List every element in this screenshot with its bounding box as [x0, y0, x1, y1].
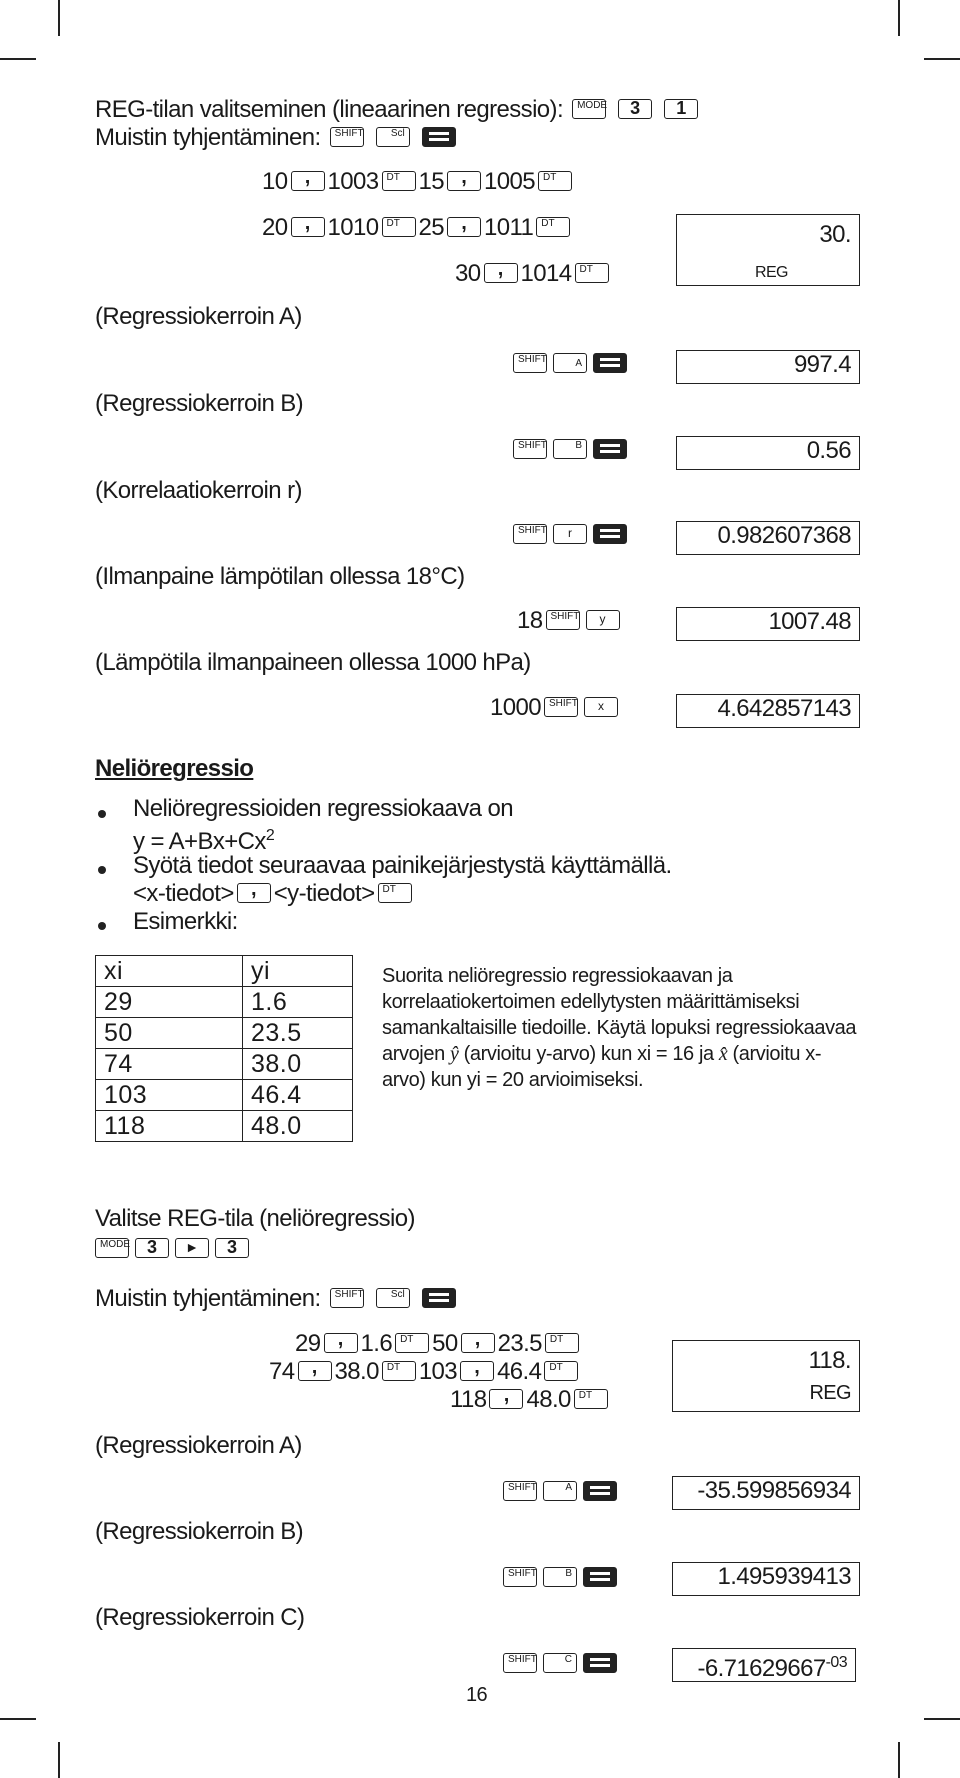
shift-key: SHIFT	[513, 439, 547, 459]
equals-key	[593, 439, 627, 459]
bullet-text-2: Syötä tiedot seuraavaa painikejärjestystä käyttämällä.	[133, 852, 672, 879]
equals-key	[583, 1567, 617, 1587]
crop-mark	[58, 0, 60, 36]
data-table	[95, 955, 353, 1142]
comma-key: ,	[237, 883, 271, 903]
table-header-row	[96, 956, 353, 987]
table-row	[96, 987, 353, 1018]
table-row	[96, 1080, 353, 1111]
input-row-3: 30 , 1014 DT	[455, 260, 612, 288]
shift-key: SHIFT	[513, 353, 547, 373]
crop-mark	[0, 1718, 36, 1720]
shift-key: SHIFT	[330, 127, 364, 147]
dt-key: DT	[544, 1361, 578, 1381]
calculator-display	[676, 214, 860, 286]
key-seq-a	[500, 1478, 620, 1506]
a-key: A	[553, 353, 587, 373]
comma-key: ,	[489, 1389, 523, 1409]
table-cell: 118	[96, 1111, 243, 1142]
result-display-b: 0.56	[676, 436, 860, 470]
key-seq-c	[500, 1650, 620, 1678]
table-cell: 48.0	[243, 1111, 353, 1142]
comma-key: ,	[447, 171, 481, 191]
input-sequence: <x-tiedot> , <y-tiedot> DT	[133, 880, 415, 908]
label-temp-at-1000: (Lämpötila ilmanpaineen ollessa 1000 hPa)	[95, 649, 531, 676]
calculator-display	[672, 1340, 860, 1412]
result-display-b: 1.495939413	[672, 1562, 860, 1596]
key-seq-y: 18 SHIFT y	[517, 607, 623, 635]
table-cell: 50	[96, 1018, 243, 1049]
table-row	[96, 1111, 353, 1142]
b-key: B	[543, 1567, 577, 1587]
bullet	[98, 810, 106, 818]
display-reg-indicator: REG	[809, 1382, 851, 1404]
b-key: B	[553, 439, 587, 459]
crop-mark	[898, 0, 900, 36]
result-display-a: -35.599856934	[672, 1476, 860, 1510]
mode-key: MODE	[95, 1238, 129, 1258]
bullet-text-1: Neliöregressioiden regressiokaava on	[133, 795, 513, 822]
equals-key	[583, 1481, 617, 1501]
result-display-x: 4.642857143	[676, 694, 860, 728]
result-display-c: $-6.71629667^{-03}$	[672, 1648, 856, 1682]
input-row-1: 10 , 1003 DT 15 , 1005 DT	[262, 168, 575, 196]
label-coefficient-a: (Regressiokerroin A)	[95, 1432, 302, 1459]
comma-key: ,	[460, 1361, 494, 1381]
bullet	[98, 922, 106, 930]
comma-key: ,	[298, 1361, 332, 1381]
input-row-3: 118 , 48.0 DT	[450, 1386, 611, 1414]
table-cell: 23.5	[243, 1018, 353, 1049]
shift-key: SHIFT	[503, 1653, 537, 1673]
table-cell: 46.4	[243, 1080, 353, 1111]
formula: $y = A+Bx+Cx^2$	[133, 827, 275, 855]
scl-key: Scl	[376, 127, 410, 147]
display-value: 118.	[808, 1347, 851, 1374]
comma-key: ,	[484, 263, 518, 283]
comma-key: ,	[461, 1333, 495, 1353]
y-hat-key: y	[586, 610, 620, 630]
dt-key: DT	[575, 263, 609, 283]
equals-key	[422, 127, 456, 147]
shift-key: SHIFT	[503, 1481, 537, 1501]
label-coefficient-a: (Regressiokerroin A)	[95, 303, 302, 330]
result-display-r: 0.982607368	[676, 521, 860, 555]
input-row-1: 29 , 1.6 DT 50 , 23.5 DT	[295, 1330, 582, 1358]
x-hat-key: x	[584, 697, 618, 717]
key-seq-r	[510, 521, 630, 549]
clear-memory-instruction: Muistin tyhjentäminen: SHIFT Scl	[95, 1285, 459, 1313]
key-3: 3	[618, 99, 652, 119]
scl-key: Scl	[376, 1288, 410, 1308]
a-key: A	[543, 1481, 577, 1501]
example-description: Suorita neliöregressio regressiokaavan ja korrelaatiokertoimen edellytysten määrittämiseksi samankaltaisille tiedoille. Käytä lopuksi regressiokaavaa arvojen ŷ (arvioitu y-arvo) kun xi = 16 ja x̂ (arvioitu x-arvo) kun yi = 20 arvioimiseksi.	[382, 965, 857, 1091]
label-coefficient-b: (Regressiokerroin B)	[95, 390, 304, 417]
shift-key: SHIFT	[513, 524, 547, 544]
table-header: yi	[243, 956, 353, 987]
dt-key: DT	[545, 1333, 579, 1353]
display-value: 30.	[819, 221, 851, 248]
dt-key: DT	[536, 217, 570, 237]
comma-key: ,	[447, 217, 481, 237]
equals-key	[593, 524, 627, 544]
key-seq-x: 1000 SHIFT x	[490, 694, 621, 722]
mode-instruction: REG-tilan valitseminen (lineaarinen regressio): MODE 3 1	[95, 96, 701, 124]
crop-mark	[58, 1742, 60, 1778]
table-cell: 29	[96, 987, 243, 1018]
key-seq-b	[500, 1564, 620, 1592]
dt-key: DT	[538, 171, 572, 191]
shift-key: SHIFT	[503, 1567, 537, 1587]
r-key: r	[553, 524, 587, 544]
key-1: 1	[664, 99, 698, 119]
shift-key: SHIFT	[544, 697, 578, 717]
table-row	[96, 1049, 353, 1080]
table-cell: 74	[96, 1049, 243, 1080]
key-seq-b	[510, 436, 630, 464]
key-3: 3	[135, 1238, 169, 1258]
key-3: 3	[215, 1238, 249, 1258]
crop-mark	[898, 1742, 900, 1778]
table-row	[96, 1018, 353, 1049]
result-display-a: 997.4	[676, 350, 860, 384]
comma-key: ,	[291, 217, 325, 237]
label-correlation-r: (Korrelaatiokerroin r)	[95, 477, 302, 504]
display-reg-indicator: REG	[755, 264, 788, 281]
key-seq-a	[510, 350, 630, 378]
section-heading: Neliöregressio	[95, 755, 254, 782]
right-arrow-key: ►	[175, 1238, 209, 1258]
comma-key: ,	[324, 1333, 358, 1353]
equals-key	[593, 353, 627, 373]
mode-label: Valitse REG-tila (neliöregressio)	[95, 1205, 415, 1232]
dt-key: DT	[574, 1389, 608, 1409]
dt-key: DT	[378, 883, 412, 903]
page-number: 16	[466, 1684, 488, 1706]
label-coefficient-c: (Regressiokerroin C)	[95, 1604, 305, 1631]
crop-mark	[924, 1718, 960, 1720]
dt-key: DT	[382, 217, 416, 237]
mode-key-sequence	[95, 1235, 252, 1263]
clear-memory-instruction: Muistin tyhjentäminen: SHIFT Scl	[95, 124, 459, 152]
label-coefficient-b: (Regressiokerroin B)	[95, 1518, 304, 1545]
dt-key: DT	[395, 1333, 429, 1353]
comma-key: ,	[291, 171, 325, 191]
table-cell: 103	[96, 1080, 243, 1111]
input-row-2: 74 , 38.0 DT 103 , 46.4 DT	[269, 1358, 581, 1386]
equals-key	[422, 1288, 456, 1308]
input-row-2: 20 , 1010 DT 25 , 1011 DT	[262, 214, 573, 242]
dt-key: DT	[382, 1361, 416, 1381]
c-key: C	[543, 1653, 577, 1673]
table-header: xi	[96, 956, 243, 987]
shift-key: SHIFT	[546, 610, 580, 630]
result-display-y: 1007.48	[676, 607, 860, 641]
label-pressure-at-18: (Ilmanpaine lämpötilan ollessa 18°C)	[95, 563, 465, 590]
mode-key: MODE	[572, 99, 606, 119]
bullet	[98, 866, 106, 874]
table-cell: 1.6	[243, 987, 353, 1018]
crop-mark	[924, 58, 960, 60]
crop-mark	[0, 58, 36, 60]
shift-key: SHIFT	[330, 1288, 364, 1308]
equals-key	[583, 1653, 617, 1673]
table-cell: 38.0	[243, 1049, 353, 1080]
bullet-text-3: Esimerkki:	[133, 908, 238, 935]
dt-key: DT	[382, 171, 416, 191]
